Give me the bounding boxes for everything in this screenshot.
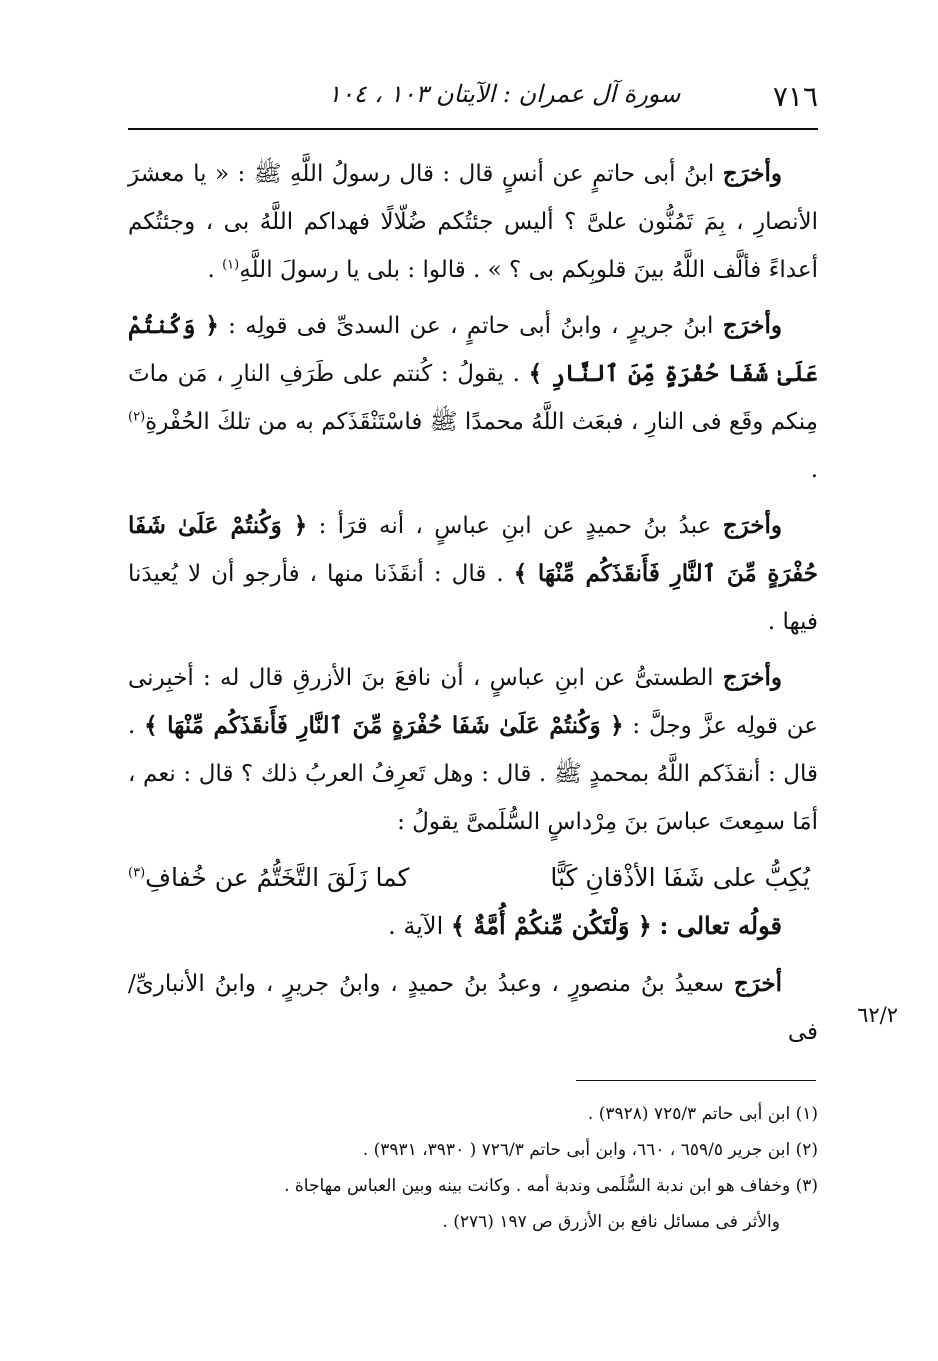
- paragraph-text: الطستىُّ عن ابنِ عباسٍ ، أن نافعَ بنَ الأزرقِ قال له : أخبِرنى عن قولِه عزَّ وجلَّ :: [128, 665, 819, 739]
- paragraph-lead: وأخرَج: [722, 312, 782, 339]
- heading-label: قولُه تعالى :: [659, 911, 782, 940]
- paragraph-text: ابنُ جريرٍ ، وابنُ أبى حاتمٍ ، عن السدىِّ فى قولِه :: [218, 313, 723, 339]
- paragraph-text: عبدُ بنُ حميدٍ عن ابنِ عباسٍ ، أنه قرَأ :: [307, 513, 723, 539]
- footnote-3-continuation: والأثر فى مسائل نافع بن الأزرق ص ١٩٧ (٢٧٦) .: [442, 1212, 780, 1232]
- footnote-ref-1: (١): [222, 257, 240, 273]
- header-divider: [128, 128, 818, 130]
- paragraph-tail: .: [810, 457, 818, 483]
- footnote-divider: [576, 1080, 816, 1081]
- paragraph-3: [128, 502, 818, 646]
- poetry-hemistich-2: [128, 854, 409, 902]
- footnote-3: (٣) وخفاف هو ابن ندبة السُّلَمى وندبة أمه . وكانت بينه وبين العباس مهاجاة .: [284, 1176, 818, 1196]
- paragraph-text: سعيدُ بنُ منصورٍ ، وعبدُ بنُ حميدٍ ، وابنُ جريرٍ ، وابنُ الأنبارىِّ/ فى: [128, 971, 818, 1045]
- paragraph-tail: .: [207, 257, 223, 283]
- poetry-hemistich-1: [550, 854, 810, 902]
- paragraph-text-cont: . قال : أنقذَكم اللَّهُ بمحمدٍ ﷺ . قال : وهل تَعرِفُ العربُ ذلك ؟ قال : نعم ، أمَا سمِعتَ عباسَ بنَ مِرْداسٍ السُّلَمىَّ يقولُ :: [128, 713, 818, 835]
- quran-quote: ﴿ وَكُنتُمْ عَلَىٰ شَفَا حُفْرَةٍ مِّنَ ٱلنَّارِ ﴾: [128, 312, 818, 387]
- page-number: ٧١٦: [772, 80, 818, 113]
- paragraph-text-cont: . قال : أنقَذَنا منها ، فأرجو أن لا يُعيدَنا فيها .: [128, 561, 818, 635]
- main-text: [128, 150, 818, 1064]
- verse-heading: [128, 902, 818, 950]
- heading-quran: ﴿ وَلْتَكُن مِّنكُمْ أُمَّةٌ ﴾: [450, 911, 652, 940]
- footnote-ref-2: (٢): [128, 409, 146, 425]
- heading-tail: الآية .: [388, 912, 451, 940]
- paragraph-5: [128, 960, 818, 1056]
- paragraph-text: ابنُ أبى حاتمٍ عن أنسٍ قال : قال رسولُ اللَّهِ ﷺ : « يا معشرَ الأنصارِ ، بِمَ تَمُنُّون علىَّ ؟ أليس جئتُكم ضُلّالًا فهداكم اللَّهُ بى ، وجئتُكم أعداءً فألَّف اللَّهُ بينَ قلوبِكم بى ؟ » . قالوا : بلى يا رسولَ اللَّهِ: [128, 161, 818, 283]
- poetry-verse: [128, 854, 818, 902]
- quran-quote: ﴿ وَكُنتُمْ عَلَىٰ شَفَا حُفْرَةٍ مِّنَ ٱلنَّارِ فَأَنقَذَكُم مِّنْهَا ﴾: [128, 512, 818, 587]
- paragraph-lead: وأخرَج: [722, 664, 782, 691]
- footnote-ref-3: (٣): [128, 865, 146, 881]
- paragraph-lead: أخرَج: [733, 970, 782, 997]
- hemistich-1-text: يُكِبُّ على شَفَا الأذْقانِ كَبًّا: [550, 863, 810, 892]
- paragraph-lead: وأخرَج: [722, 160, 782, 187]
- hemistich-2-text: كما زَلَقَ التَّخَتُّمُ عن خُفافِ: [145, 863, 410, 892]
- paragraph-4: [128, 654, 818, 846]
- paragraph-1: [128, 150, 818, 294]
- quran-quote: ﴿ وَكُنتُمْ عَلَىٰ شَفَا حُفْرَةٍ مِّنَ ٱلنَّارِ فَأَنقَذَكُم مِّنْهَا ﴾: [144, 712, 624, 739]
- footnotes: [128, 1096, 818, 1240]
- running-title: سورة آل عمران : الآيتان ١٠٣ ، ١٠٤: [328, 80, 681, 108]
- footnote-2: (٢) ابن جرير ٦٥٩/٥ ، ٦٦٠، وابن أبى حاتم ٧٢٦/٣ ( ٣٩٣٠، ٣٩٣١) .: [362, 1140, 818, 1160]
- page-header: [128, 80, 818, 124]
- footnote-1: (١) ابن أبى حاتم ٧٢٥/٣ (٣٩٢٨) .: [587, 1104, 818, 1124]
- paragraph-2: [128, 302, 818, 494]
- margin-reference: ٦٢/٢: [857, 1003, 898, 1027]
- paragraph-text-cont: . يقولُ : كُنتم على طَرَفِ النارِ ، مَن ماتَ مِنكم وقَع فى النارِ ، فبعَث اللَّهُ محمدًا ﷺ فاسْتَنْقَذَكم به من تلكَ الحُفْرةِ: [128, 361, 818, 435]
- paragraph-lead: وأخرَج: [722, 512, 782, 539]
